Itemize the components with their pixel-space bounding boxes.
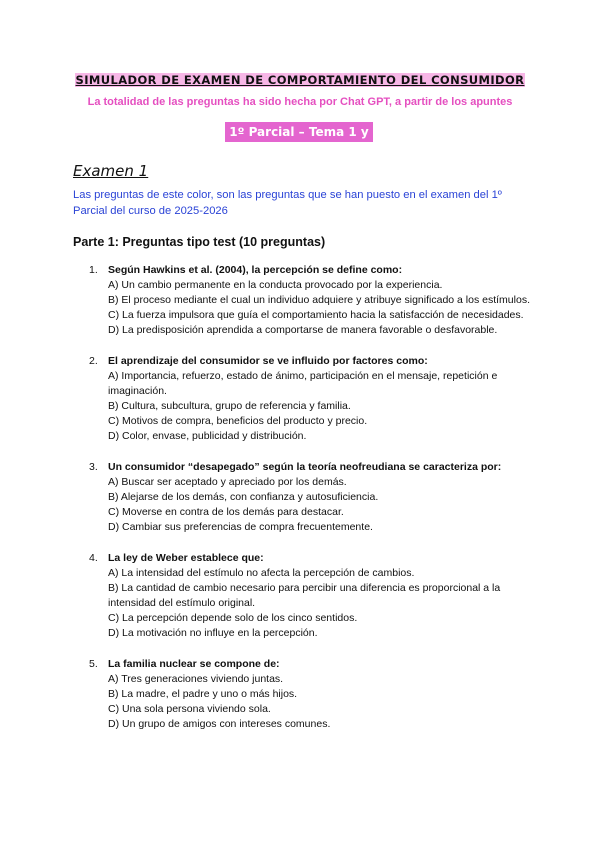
option-a: A) Tres generaciones viviendo juntas. (108, 673, 284, 685)
option-c: C) La fuerza impulsora que guía el comportamiento hacia la satisfacción de necesidades. (108, 309, 524, 321)
option-c: C) Moverse en contra de los demás para destacar. (108, 506, 344, 518)
partial-badge: 1º Parcial – Tema 1 y 2 (225, 122, 373, 142)
option-c: C) Una sola persona viviendo sola. (108, 703, 271, 715)
question-text: El aprendizaje del consumidor se ve influido por factores como: (108, 355, 428, 367)
option-a: A) Un cambio permanente en la conducta provocado por la experiencia. (108, 279, 443, 291)
option-a: A) La intensidad del estímulo no afecta la percepción de cambios. (108, 567, 415, 579)
option-a: A) Buscar ser aceptado y apreciado por los demás. (108, 476, 347, 488)
question-text: Según Hawkins et al. (2004), la percepción se define como: (108, 264, 403, 276)
question-number: 3. (89, 461, 98, 473)
subtitle: La totalidad de las preguntas ha sido hecha por Chat GPT, a partir de los apuntes (87, 96, 513, 108)
option-c: C) La percepción depende solo de los cinco sentidos. (108, 612, 358, 624)
option-b: B) El proceso mediante el cual un individuo adquiere y atribuye significado a los estímulos. (108, 294, 530, 306)
question-5 (73, 657, 533, 732)
option-b: B) La madre, el padre y uno o más hijos. (108, 688, 298, 700)
question-1 (73, 263, 533, 338)
question-2 (73, 354, 533, 444)
part-title: Parte 1: Preguntas tipo test (10 preguntas) (73, 235, 326, 249)
option-c: C) Motivos de compra, beneficios del producto y precio. (108, 415, 368, 427)
main-title-text: SIMULADOR DE EXAMEN DE COMPORTAMIENTO DEL CONSUMIDOR (75, 73, 525, 87)
main-title (0, 71, 600, 89)
question-text: La familia nuclear se compone de: (108, 658, 280, 670)
option-b: B) Alejarse de los demás, con confianza y autosuficiencia. (108, 491, 379, 503)
question-number: 5. (89, 658, 98, 670)
option-a: A) Importancia, refuerzo, estado de ánimo, participación en el mensaje, repetición e imaginación. (108, 370, 498, 397)
option-b: B) Cultura, subcultura, grupo de referencia y familia. (108, 400, 351, 412)
exam-title: Examen 1 (73, 162, 149, 180)
question-4 (73, 551, 533, 641)
option-d: D) Cambiar sus preferencias de compra frecuentemente. (108, 521, 373, 533)
question-number: 2. (89, 355, 98, 367)
question-3 (73, 460, 533, 535)
option-b: B) La cantidad de cambio necesario para percibir una diferencia es proporcional a la intensidad del estímulo original. (108, 582, 501, 609)
option-d: D) Un grupo de amigos con intereses comunes. (108, 718, 331, 730)
option-d: D) Color, envase, publicidad y distribución. (108, 430, 307, 442)
question-text: La ley de Weber establece que: (108, 552, 264, 564)
question-list (73, 263, 533, 748)
question-text: Un consumidor “desapegado” según la teoría neofreudiana se caracteriza por: (108, 461, 502, 473)
color-note: Las preguntas de este color, son las preguntas que se han puesto en el examen del 1º Parcial del curso de 2025-2026 (73, 189, 502, 217)
option-d: D) La motivación no influye en la percepción. (108, 627, 318, 639)
question-number: 1. (89, 264, 98, 276)
question-number: 4. (89, 552, 98, 564)
option-d: D) La predisposición aprendida a comportarse de manera favorable o desfavorable. (108, 324, 498, 336)
